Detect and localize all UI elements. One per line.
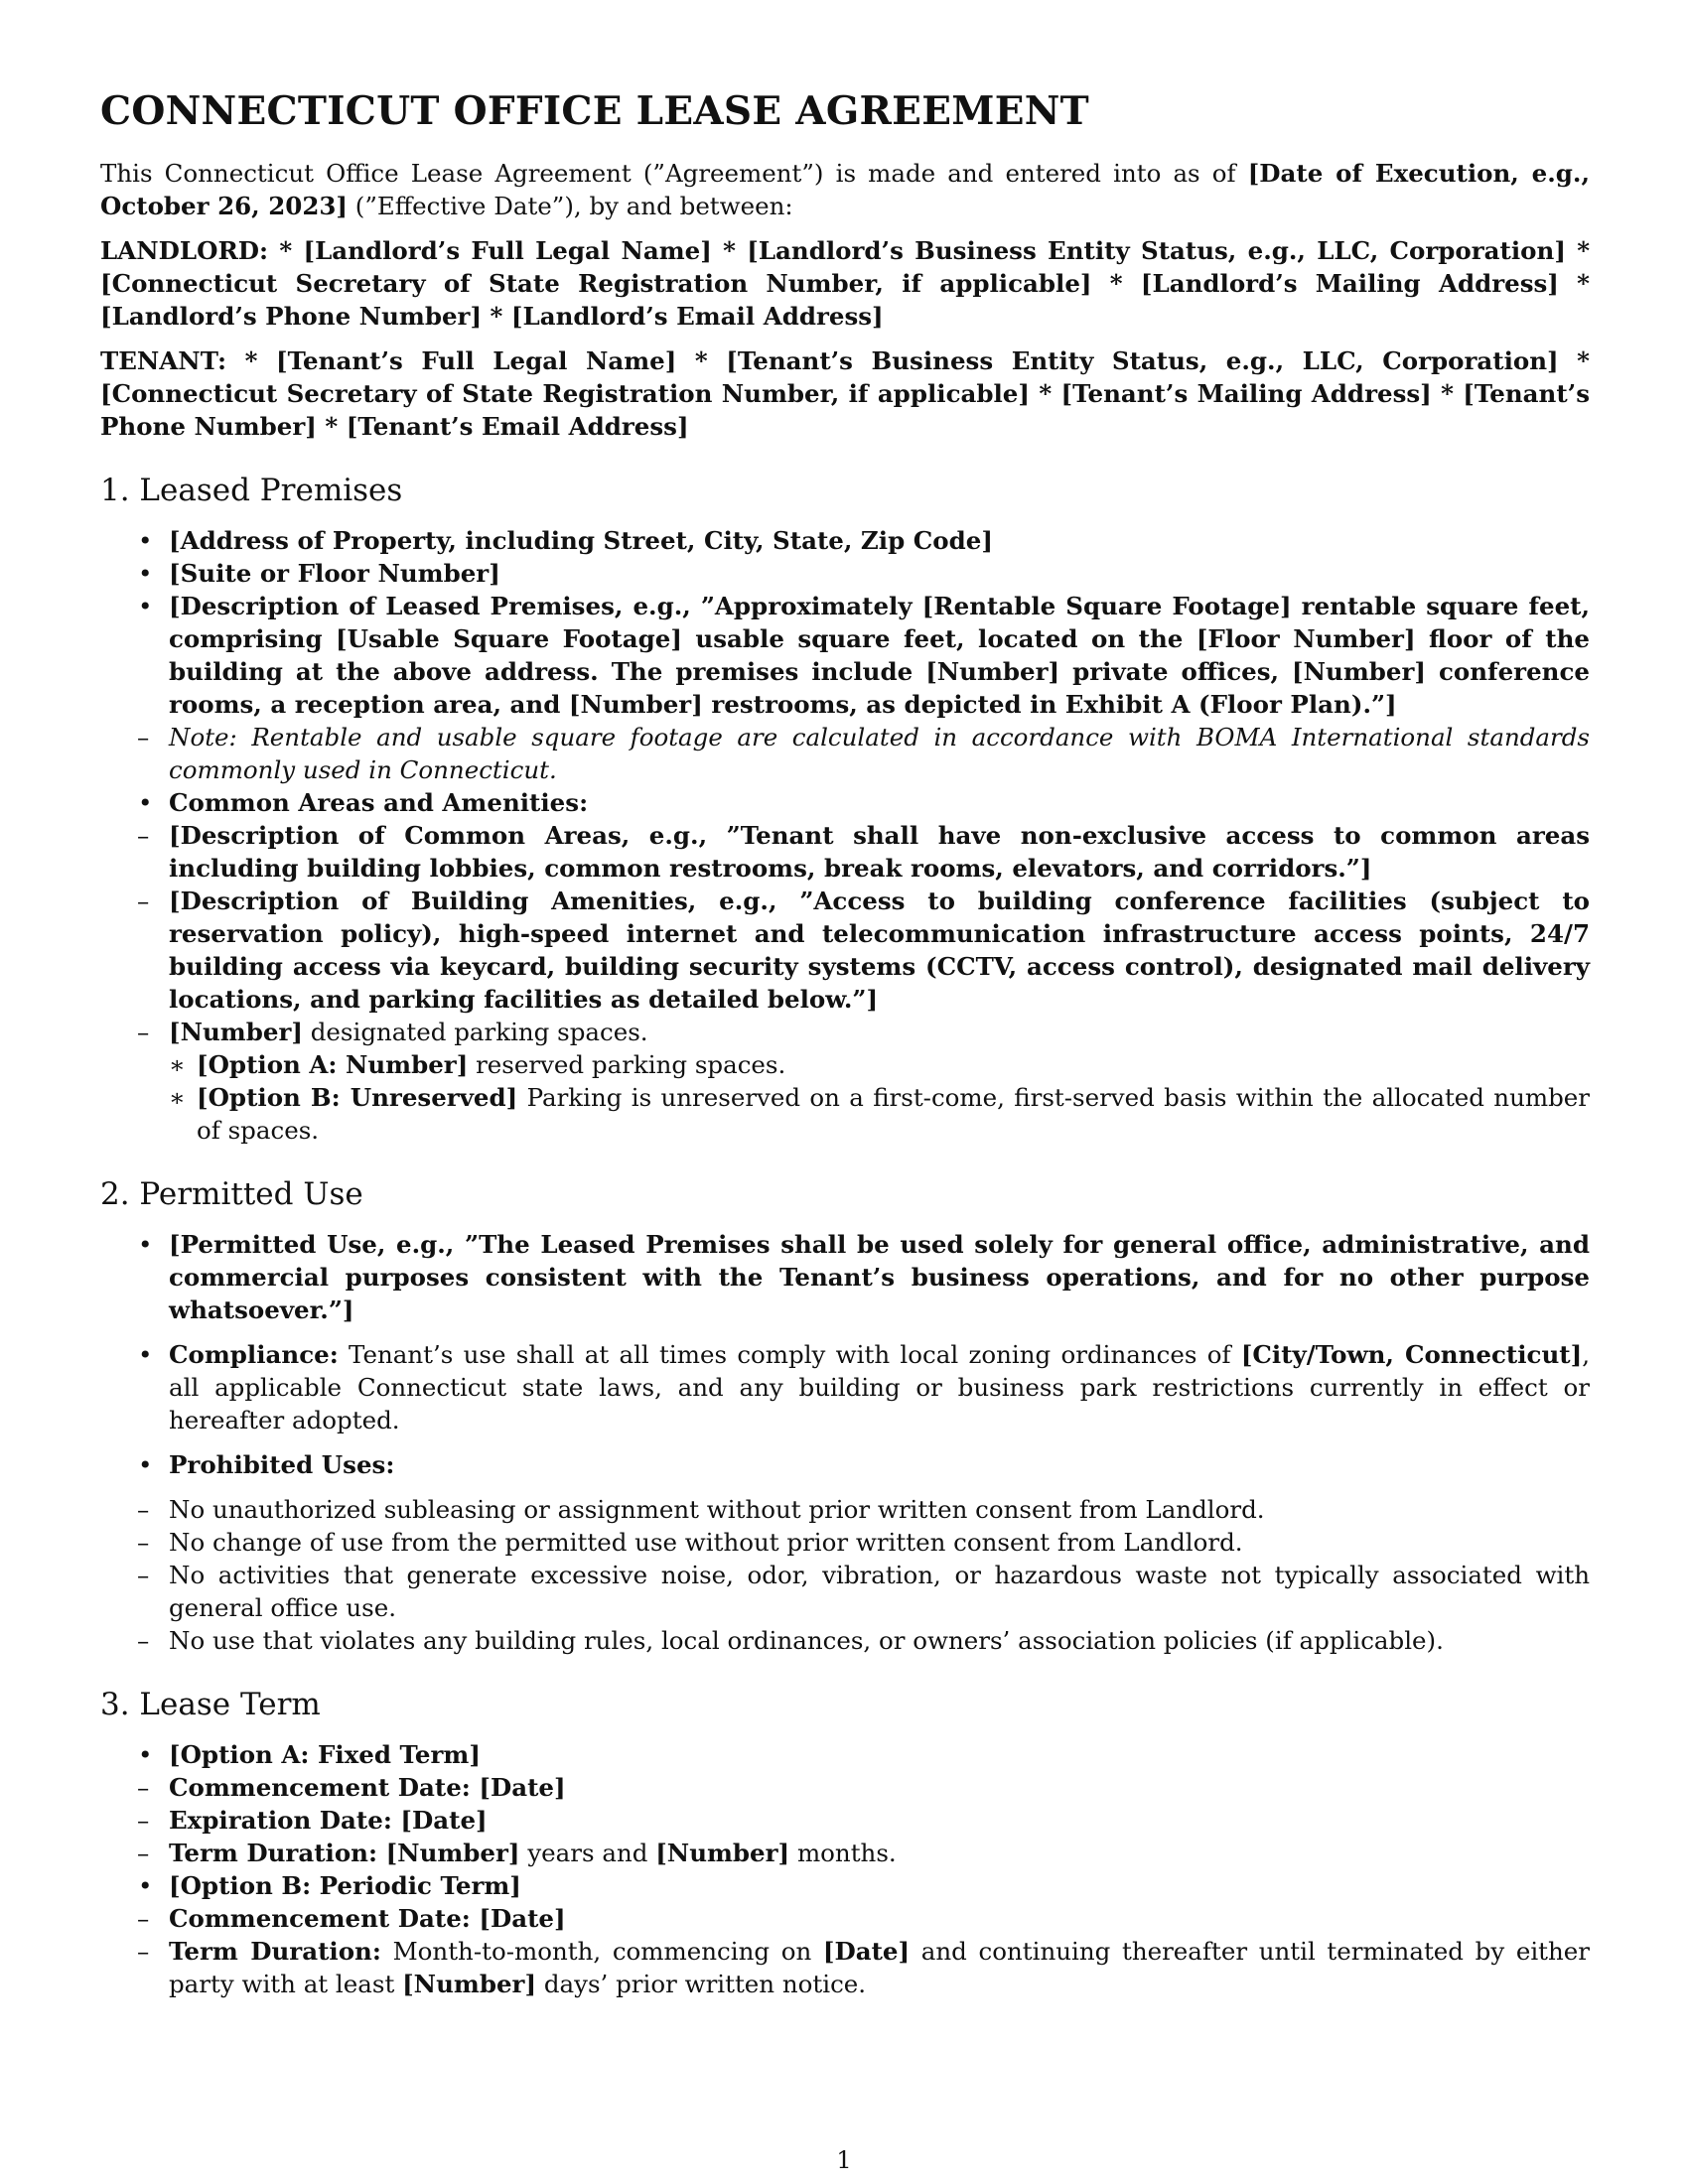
- sub-list-item: – [Description of Common Areas, e.g., ”Tenant shall have non-exclusive access to common areas including building lobbies, common restrooms, break rooms, elevators, and corridors.”]: [137, 821, 1590, 883]
- list-item: • [Option A: Fixed Term] – Commencement Date: [Date] – Expiration Date: [Date] – Term Duration: [Number] years and [Number] months.: [100, 1738, 1590, 1869]
- sub-list-item: – Term Duration: [Number] years and [Number] months.: [137, 1839, 897, 1867]
- sub-list-item: – Term Duration: Month-to-month, commencing on [Date] and continuing thereafter until terminated by either party with at least [Number] days’ prior written notice.: [137, 1937, 1590, 1998]
- prohibited-item: – No activities that generate excessive noise, odor, vibration, or hazardous waste not typically associated with general office use.: [137, 1561, 1590, 1622]
- sub-list-item: – [Description of Building Amenities, e.g., ”Access to building conference facilities (subject to reservation policy), high-speed internet and telecommunication infrastructure access points, 24/7 building access via keycard, building security systems (CCTV, access control), designated mail delivery locations, and parking facilities as detailed below.”]: [137, 887, 1590, 1014]
- note-item: – Note: Rentable and usable square footage are calculated in accordance with BOMA International standards commonly used in Connecticut.: [137, 723, 1590, 784]
- page-number: 1: [836, 2146, 852, 2174]
- prohibited-item: – No use that violates any building rules, local ordinances, or owners’ association policies (if applicable).: [137, 1626, 1444, 1655]
- prohibited-item: – No change of use from the permitted use without prior written consent from Landlord.: [137, 1528, 1243, 1557]
- sub-sub-list-item: ∗ [Option B: Unreserved] Parking is unreserved on a first-come, first-served basis within the allocated number of spaces.: [169, 1083, 1590, 1145]
- list-item: • [Permitted Use, e.g., ”The Leased Premises shall be used solely for general office, administrative, and commercial purposes consistent with the Tenant’s business operations, and for no other purpose whatsoever.”]: [100, 1228, 1590, 1326]
- list-item: • [Suite or Floor Number]: [100, 557, 1590, 590]
- landlord-block: LANDLORD: * [Landlord’s Full Legal Name] * [Landlord’s Business Entity Status, e.g., LLC, Corporation] * [Connecticut Secretary of State Registration Number, if applicable] * [Landlord’s Mailing Address] * [Landlord’s Phone Number] * [Landlord’s Email Address]: [100, 236, 1590, 331]
- sub-list-item: – Expiration Date: [Date]: [137, 1806, 488, 1835]
- list-item: • Prohibited Uses: – No unauthorized subleasing or assignment without prior written consent from Landlord. – No change of use from the permitted use without prior written consent from Landlord. – No activities that generate excessive noise, odor, vibration, or hazardous waste not typically associated with general office use. – No use that violates any building rules, local ordinances, or owners’ association policies (if applicable).: [100, 1448, 1590, 1657]
- document-page: [100, 87, 1590, 2000]
- prohibited-item: – No unauthorized subleasing or assignment without prior written consent from Landlord.: [137, 1495, 1265, 1524]
- sub-list-item: – Commencement Date: [Date]: [137, 1904, 566, 1933]
- tenant-block: TENANT: * [Tenant’s Full Legal Name] * [Tenant’s Business Entity Status, e.g., LLC, Corporation] * [Connecticut Secretary of State Registration Number, if applicable] * [Tenant’s Mailing Address] * [Tenant’s Phone Number] * [Tenant’s Email Address]: [100, 346, 1590, 441]
- document-title: CONNECTICUT OFFICE LEASE AGREEMENT: [100, 88, 1089, 134]
- leased-premises-list: [100, 524, 1590, 1147]
- section-heading-lease-term: 3. Lease Term: [100, 1687, 321, 1722]
- sub-sub-list-item: ∗ [Option A: Number] reserved parking spaces.: [169, 1050, 786, 1079]
- section-heading-leased-premises: 1. Leased Premises: [100, 473, 403, 508]
- list-item: • [Address of Property, including Street, City, State, Zip Code]: [100, 524, 1590, 557]
- intro-paragraph: This Connecticut Office Lease Agreement (”Agreement”) is made and entered into as of [Date of Execution, e.g., October 26, 2023] (”Effective Date”), by and between:: [100, 159, 1590, 220]
- permitted-use-list: [100, 1228, 1590, 1657]
- sub-list-item: – Commencement Date: [Date]: [137, 1773, 566, 1802]
- list-item: • [Description of Leased Premises, e.g., ”Approximately [Rentable Square Footage] rentable square feet, comprising [Usable Square Footage] usable square feet, located on the [Floor Number] floor of the building at the above address. The premises include [Number] private offices, [Number] conference rooms, a reception area, and [Number] restrooms, as depicted in Exhibit A (Floor Plan).”] – Note: Rentable and usable square footage are calculated in accordance with BOMA International standards commonly used in Connecticut.: [100, 590, 1590, 786]
- list-item: • [Option B: Periodic Term] – Commencement Date: [Date] – Term Duration: Month-to-month, commencing on [Date] and continuing thereafter until terminated by either party with at least [Number] days’ prior written notice.: [100, 1869, 1590, 2000]
- lease-term-list: [100, 1738, 1590, 2000]
- list-item: • Common Areas and Amenities: – [Description of Common Areas, e.g., ”Tenant shall have non-exclusive access to common areas including building lobbies, common restrooms, break rooms, elevators, and corridors.”] – [Description of Building Amenities, e.g., ”Access to building conference facilities (subject to reservation policy), high-speed internet and telecommunication infrastructure access points, 24/7 building access via keycard, building security systems (CCTV, access control), designated mail delivery locations, and parking facilities as detailed below.”] – [Number] designated parking spaces. ∗ [Option A: Number] reserved parking spaces. ∗ [Option B: Unreserved] Parking is unreserved on a first-come, first-served basis within the allocated number of spaces.: [100, 786, 1590, 1147]
- list-item: • Compliance: Tenant’s use shall at all times comply with local zoning ordinances of [City/Town, Connecticut], all applicable Connecticut state laws, and any building or business park restrictions currently in effect or hereafter adopted.: [100, 1338, 1590, 1436]
- section-heading-permitted-use: 2. Permitted Use: [100, 1176, 363, 1212]
- sub-list-item: – [Number] designated parking spaces. ∗ [Option A: Number] reserved parking spaces. ∗ [Option B: Unreserved] Parking is unreserved on a first-come, first-served basis within the allocated number of spaces.: [137, 1018, 1590, 1145]
